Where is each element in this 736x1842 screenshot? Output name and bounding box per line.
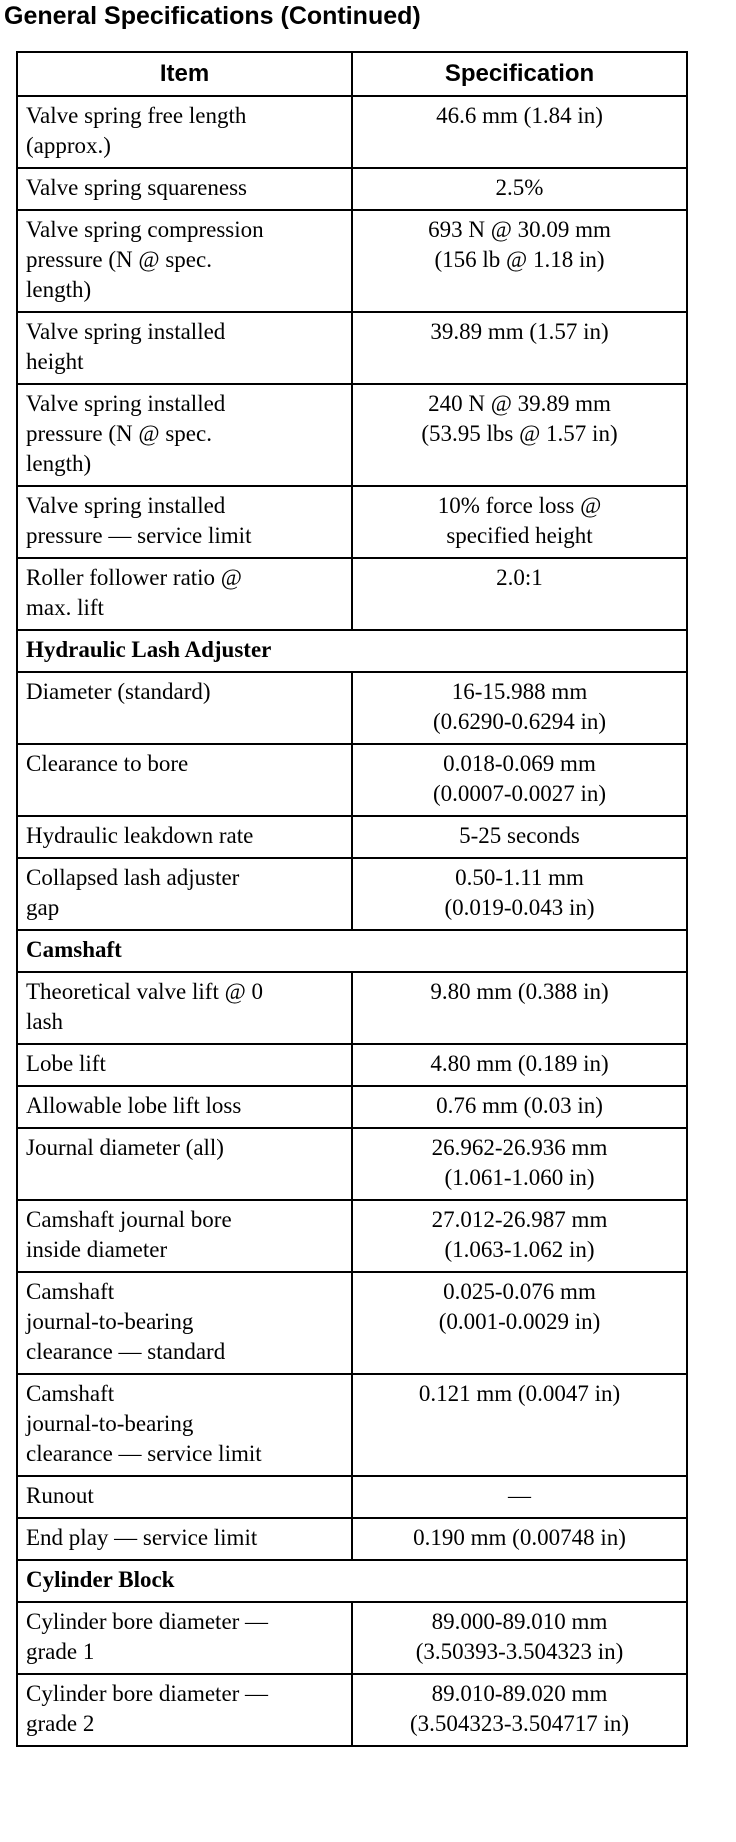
specification-cell bbox=[352, 384, 687, 486]
specification-cell bbox=[352, 1518, 687, 1560]
item-text: max. lift bbox=[26, 595, 104, 620]
item-text: (approx.) bbox=[26, 133, 111, 158]
table-row bbox=[17, 1374, 687, 1476]
item-text: journal-to-bearing bbox=[26, 1309, 194, 1334]
item-cell bbox=[17, 1044, 352, 1086]
table-row bbox=[17, 1602, 687, 1674]
specification-text: (1.061-1.060 in) bbox=[444, 1165, 595, 1190]
table-row bbox=[17, 1476, 687, 1518]
specification-cell bbox=[352, 816, 687, 858]
item-text: Camshaft journal bore bbox=[26, 1207, 232, 1232]
item-text: Collapsed lash adjuster bbox=[26, 865, 240, 890]
specification-text: 0.121 mm (0.0047 in) bbox=[418, 1381, 621, 1406]
item-cell bbox=[17, 384, 352, 486]
specification-text: 46.6 mm (1.84 in) bbox=[436, 103, 603, 128]
item-cell bbox=[17, 1272, 352, 1374]
specification-cell bbox=[352, 1086, 687, 1128]
spec-table bbox=[16, 51, 688, 1747]
table-row bbox=[17, 816, 687, 858]
item-text: Diameter (standard) bbox=[26, 679, 211, 704]
item-cell bbox=[17, 1476, 352, 1518]
specification-cell bbox=[352, 744, 687, 816]
specification-text: 26.962-26.936 mm bbox=[431, 1135, 608, 1160]
item-text: Camshaft bbox=[26, 1279, 115, 1304]
table-row bbox=[17, 96, 687, 168]
item-text: journal-to-bearing bbox=[26, 1411, 194, 1436]
specification-text: — bbox=[508, 1483, 531, 1508]
item-text: Runout bbox=[26, 1483, 94, 1508]
table-row bbox=[17, 972, 687, 1044]
item-text: Valve spring installed bbox=[26, 493, 226, 518]
specification-text: (1.063-1.062 in) bbox=[444, 1237, 595, 1262]
page-title: General Specifications (Continued) bbox=[4, 2, 421, 30]
specification-cell bbox=[352, 210, 687, 312]
item-text: Lobe lift bbox=[26, 1051, 106, 1076]
item-text: Clearance to bore bbox=[26, 751, 189, 776]
specification-text: 0.76 mm (0.03 in) bbox=[436, 1093, 603, 1118]
specification-text: specified height bbox=[446, 523, 593, 548]
item-text: Valve spring installed bbox=[26, 391, 226, 416]
item-cell bbox=[17, 972, 352, 1044]
item-text: Valve spring installed bbox=[26, 319, 226, 344]
item-text: gap bbox=[26, 895, 60, 920]
item-cell bbox=[17, 816, 352, 858]
specification-cell bbox=[352, 168, 687, 210]
item-text: Theoretical valve lift @ 0 bbox=[26, 979, 264, 1004]
table-row bbox=[17, 744, 687, 816]
item-cell bbox=[17, 1518, 352, 1560]
specification-cell bbox=[352, 1476, 687, 1518]
specification-text: (0.019-0.043 in) bbox=[444, 895, 595, 920]
specification-cell bbox=[352, 972, 687, 1044]
specification-cell bbox=[352, 96, 687, 168]
item-text: Valve spring compression bbox=[26, 217, 264, 242]
item-cell bbox=[17, 672, 352, 744]
specification-text: 27.012-26.987 mm bbox=[431, 1207, 608, 1232]
item-text: inside diameter bbox=[26, 1237, 168, 1262]
specification-text: 240 N @ 39.89 mm bbox=[428, 391, 611, 416]
item-cell bbox=[17, 1374, 352, 1476]
item-text: grade 1 bbox=[26, 1639, 95, 1664]
specification-text: 9.80 mm (0.388 in) bbox=[430, 979, 609, 1004]
table-row bbox=[17, 486, 687, 558]
specification-cell bbox=[352, 558, 687, 630]
specification-text: 0.50-1.11 mm bbox=[455, 865, 584, 890]
item-cell bbox=[17, 558, 352, 630]
specification-text: (0.0007-0.0027 in) bbox=[432, 781, 607, 806]
specification-text: 693 N @ 30.09 mm bbox=[428, 217, 611, 242]
table-row bbox=[17, 858, 687, 930]
item-text: grade 2 bbox=[26, 1711, 95, 1736]
specification-text: 0.025-0.076 mm bbox=[443, 1279, 596, 1304]
item-text: Hydraulic leakdown rate bbox=[26, 823, 254, 848]
specification-cell bbox=[352, 486, 687, 558]
item-text: Allowable lobe lift loss bbox=[26, 1093, 242, 1118]
table-row bbox=[17, 210, 687, 312]
specification-cell bbox=[352, 1374, 687, 1476]
item-cell bbox=[17, 96, 352, 168]
item-text: pressure — service limit bbox=[26, 523, 252, 548]
item-text: Roller follower ratio @ bbox=[26, 565, 242, 590]
section-row bbox=[17, 1560, 687, 1602]
specification-cell bbox=[352, 1674, 687, 1746]
table-row bbox=[17, 384, 687, 486]
specification-text: 2.5% bbox=[495, 175, 544, 200]
specification-text: 16-15.988 mm bbox=[451, 679, 588, 704]
section-heading: Cylinder Block bbox=[17, 1560, 687, 1602]
table-row bbox=[17, 1086, 687, 1128]
item-text: Journal diameter (all) bbox=[26, 1135, 224, 1160]
table-row bbox=[17, 1272, 687, 1374]
specification-text: 89.010-89.020 mm bbox=[431, 1681, 608, 1706]
section-row bbox=[17, 930, 687, 972]
specification-text: 10% force loss @ bbox=[437, 493, 602, 518]
item-cell bbox=[17, 858, 352, 930]
item-cell bbox=[17, 168, 352, 210]
item-text: lash bbox=[26, 1009, 64, 1034]
item-cell bbox=[17, 744, 352, 816]
specification-cell bbox=[352, 672, 687, 744]
specification-cell bbox=[352, 858, 687, 930]
specification-cell bbox=[352, 1200, 687, 1272]
specification-text: 39.89 mm (1.57 in) bbox=[430, 319, 609, 344]
table-row bbox=[17, 1518, 687, 1560]
header-item: Item bbox=[17, 52, 352, 96]
specification-text: 5-25 seconds bbox=[459, 823, 580, 848]
table-row bbox=[17, 1674, 687, 1746]
table-header-row bbox=[17, 52, 687, 96]
table-body bbox=[17, 96, 687, 1746]
item-cell bbox=[17, 1674, 352, 1746]
item-cell bbox=[17, 1086, 352, 1128]
item-text: length) bbox=[26, 277, 92, 302]
item-text: Cylinder bore diameter — bbox=[26, 1609, 269, 1634]
item-cell bbox=[17, 486, 352, 558]
section-heading: Camshaft bbox=[17, 930, 687, 972]
specification-text: 2.0:1 bbox=[496, 565, 543, 590]
item-text: Valve spring free length bbox=[26, 103, 247, 128]
table-row bbox=[17, 312, 687, 384]
specification-cell bbox=[352, 1128, 687, 1200]
item-text: Camshaft bbox=[26, 1381, 115, 1406]
specification-cell bbox=[352, 1044, 687, 1086]
specification-text: (0.6290-0.6294 in) bbox=[432, 709, 607, 734]
specification-text: (0.001-0.0029 in) bbox=[438, 1309, 601, 1334]
table-row bbox=[17, 558, 687, 630]
specification-text: (156 lb @ 1.18 in) bbox=[434, 247, 605, 272]
item-text: Valve spring squareness bbox=[26, 175, 248, 200]
table-row bbox=[17, 1128, 687, 1200]
item-text: length) bbox=[26, 451, 92, 476]
specification-text: 0.018-0.069 mm bbox=[443, 751, 596, 776]
specification-text: 0.190 mm (0.00748 in) bbox=[413, 1525, 626, 1550]
item-text: pressure (N @ spec. bbox=[26, 247, 212, 272]
table-row bbox=[17, 672, 687, 744]
specification-cell bbox=[352, 312, 687, 384]
item-text: End play — service limit bbox=[26, 1525, 258, 1550]
specification-text: (53.95 lbs @ 1.57 in) bbox=[421, 421, 618, 446]
table-row bbox=[17, 1044, 687, 1086]
specification-cell bbox=[352, 1272, 687, 1374]
section-heading: Hydraulic Lash Adjuster bbox=[17, 630, 687, 672]
item-cell bbox=[17, 1128, 352, 1200]
table-row bbox=[17, 168, 687, 210]
specification-cell bbox=[352, 1602, 687, 1674]
item-cell bbox=[17, 1602, 352, 1674]
section-row bbox=[17, 630, 687, 672]
table-row bbox=[17, 1200, 687, 1272]
item-text: height bbox=[26, 349, 84, 374]
specification-text: (3.504323-3.504717 in) bbox=[409, 1711, 630, 1736]
header-specification: Specification bbox=[352, 52, 687, 96]
item-text: Cylinder bore diameter — bbox=[26, 1681, 269, 1706]
item-cell bbox=[17, 210, 352, 312]
item-cell bbox=[17, 312, 352, 384]
item-text: pressure (N @ spec. bbox=[26, 421, 212, 446]
item-text: clearance — service limit bbox=[26, 1441, 262, 1466]
specification-text: 89.000-89.010 mm bbox=[431, 1609, 608, 1634]
specification-text: 4.80 mm (0.189 in) bbox=[430, 1051, 609, 1076]
item-cell bbox=[17, 1200, 352, 1272]
item-text: clearance — standard bbox=[26, 1339, 226, 1364]
specification-text: (3.50393-3.504323 in) bbox=[415, 1639, 624, 1664]
